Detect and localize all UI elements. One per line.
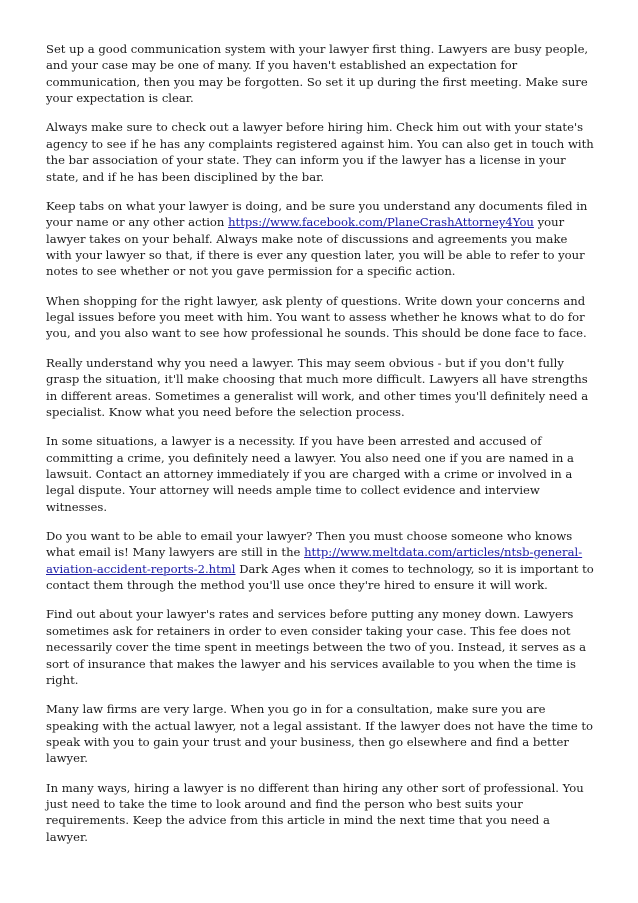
paragraph-text-segment: Dark Ages when it comes to technology, so it is important to contact them through the method you'll use once they're hired to ensure it will work. — [46, 561, 594, 593]
paragraph-law-firms: Many law firms are very large. When you go in for a consultation, make sure you are speaking with the actual lawyer, not a legal assistant. If the lawyer does not have the time to speak with you to gain your trust and your business, then go elsewhere and find a better lawyer. — [46, 702, 594, 766]
paragraph-rates: Find out about your lawyer's rates and services before putting any money down. Lawyers sometimes ask for retainers in order to even consider taking your case. This fee does not necessarily cover the time spent in meetings between the two of you. Instead, it serves as a sort of insurance that makes the lawyer and his services available to you when the time is right. — [46, 607, 587, 687]
paragraph-necessity: In some situations, a lawyer is a necessity. If you have been arrested and accused of committing a crime, you definitely need a lawyer. You also need one if you are named in a lawsuit. Contact an attorney immediately if you are charged with a crime or involved in a legal dispute. Your attorney will needs ample time to collect evidence and interview witnesses. — [46, 434, 574, 514]
paragraph-check-lawyer: Always make sure to check out a lawyer before hiring him. Check him out with your state's agency to see if he has any complaints registered against him. You can also get in touch with the bar association of your state. They can inform you if the lawyer has a license in your state, and if he has been disciplined by the bar. — [46, 120, 594, 184]
paragraph-email — [46, 528, 594, 594]
facebook-link[interactable]: https://www.facebook.com/PlaneCrashAttorney4You — [228, 215, 534, 230]
paragraph-understand-need: Really understand why you need a lawyer. This may seem obvious - but if you don't fully grasp the situation, it'll make choosing that much more difficult. Lawyers all have strengths in different areas. Sometimes a generalist will work, and other times you'll definitely need a specialist. Know what you need before the selection process. — [46, 355, 589, 419]
paragraph-text-segment: Do you want to be able to email your lawyer? Then you must choose someone who knows what email is! Many lawyers are still in the — [46, 528, 573, 560]
paragraph-communication: Set up a good communication system with your lawyer first thing. Lawyers are busy people, and your case may be one of many. If you haven't established an expectation for communication, then you may be forgotten. So set it up during the first meeting. Make sure your expectation is clear. — [46, 42, 589, 106]
document-body — [46, 41, 594, 858]
paragraph-text-segment: your lawyer takes on your behalf. Always make note of discussions and agreements you make with your lawyer so that, if there is ever any question later, you will be able to refer to your notes to see whether or not you gave permission for a specific action. — [46, 215, 585, 279]
paragraph-text-segment: Keep tabs on what your lawyer is doing, and be sure you understand any documents filed in your name or any other action — [46, 198, 588, 230]
paragraph-shopping: When shopping for the right lawyer, ask plenty of questions. Write down your concerns and legal issues before you meet with him. You want to assess whether he knows what to do for you, and you also want to see how professional he sounds. This should be done face to face. — [46, 293, 587, 341]
paragraph-keep-tabs — [46, 198, 594, 280]
meltdata-link[interactable]: http://www.meltdata.com/articles/ntsb-general-aviation-accident-reports-2.html — [46, 545, 583, 576]
paragraph-conclusion: In many ways, hiring a lawyer is no different than hiring any other sort of professional. You just need to take the time to look around and find the person who best suits your requirements. Keep the advice from this article in mind the next time that you need a lawyer. — [46, 780, 584, 844]
